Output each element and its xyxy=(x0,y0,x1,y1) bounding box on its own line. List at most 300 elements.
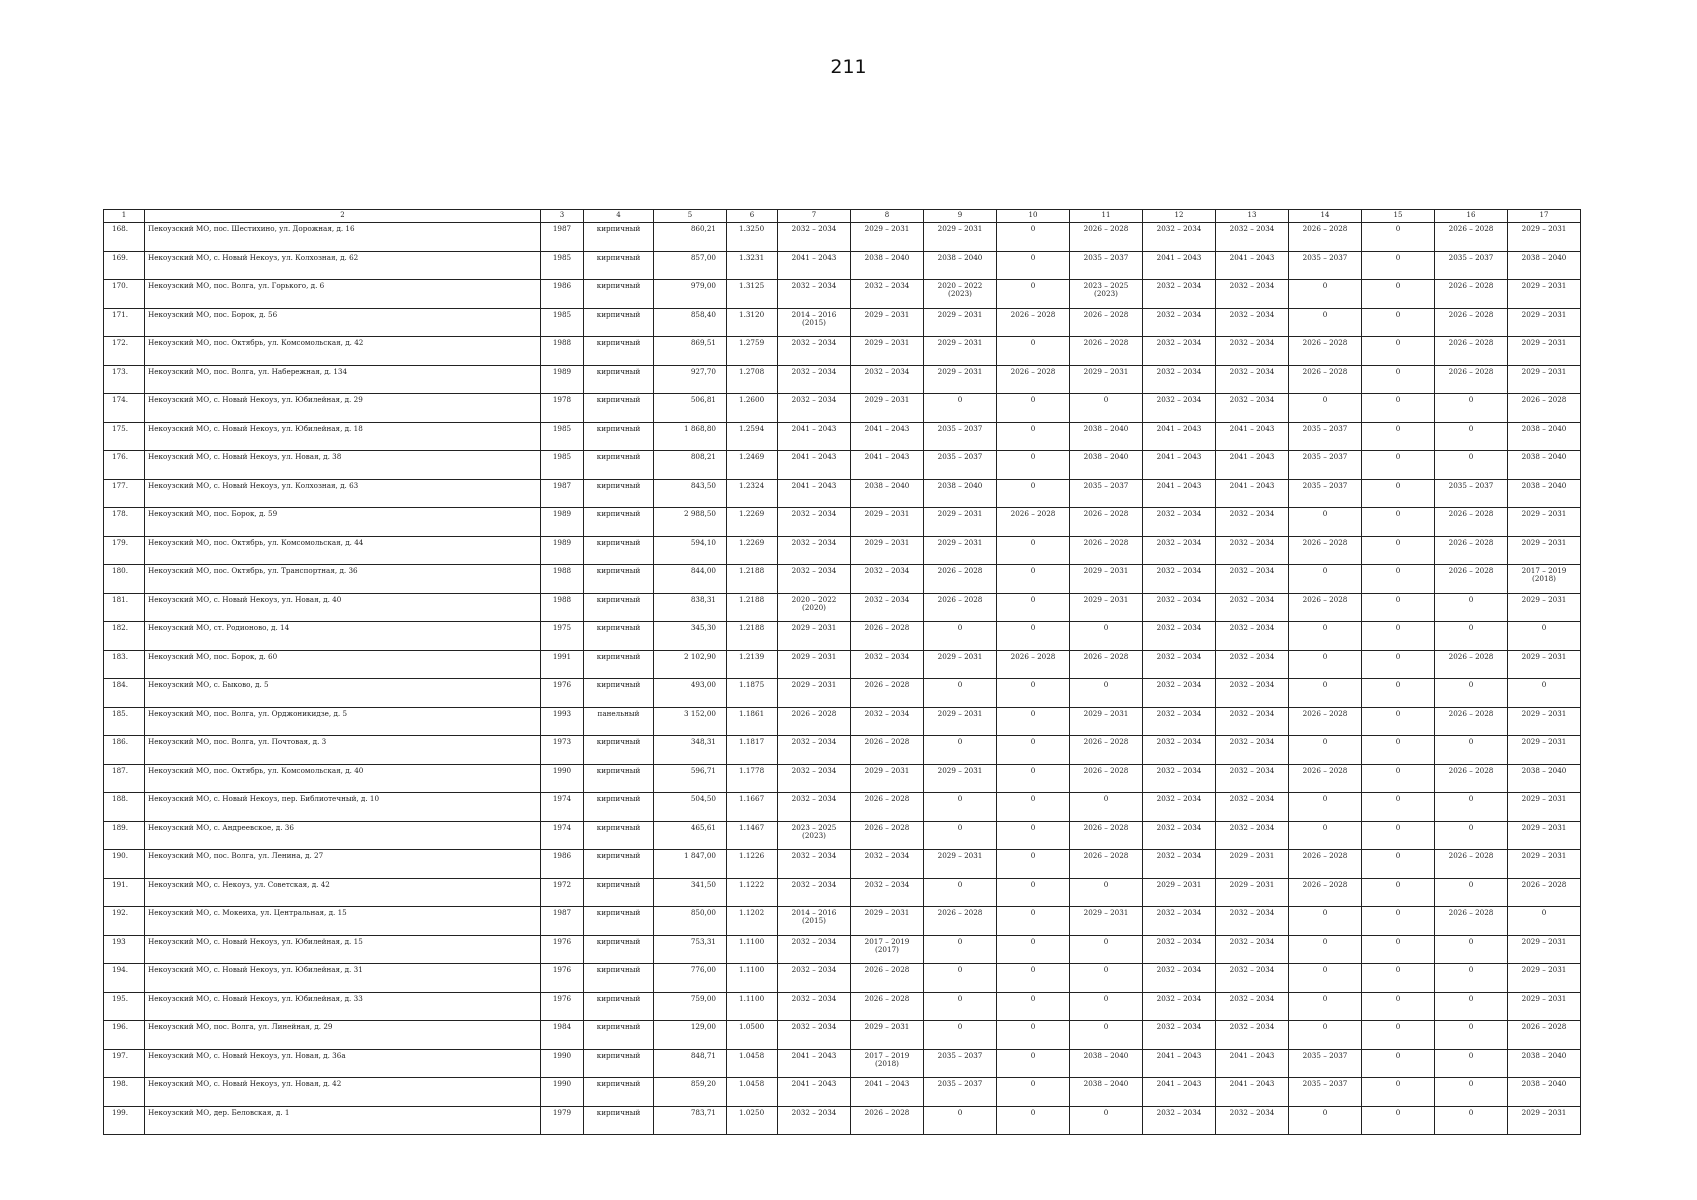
table-cell: кирпичный xyxy=(584,850,654,879)
table-cell: 2038 – 2040 xyxy=(851,479,924,508)
table-cell: 2026 – 2028 xyxy=(997,508,1070,537)
table-cell: 2032 – 2034 xyxy=(1216,1021,1289,1050)
table-cell: 2026 – 2028 xyxy=(851,736,924,765)
table-cell: 1990 xyxy=(541,764,584,793)
table-cell: 2032 – 2034 xyxy=(1216,736,1289,765)
table-cell: 2032 – 2034 xyxy=(1216,793,1289,822)
table-cell: 2026 – 2028 xyxy=(1289,878,1362,907)
table-cell: 1.2594 xyxy=(727,422,778,451)
table-cell: 0 xyxy=(997,992,1070,1021)
table-cell: 2038 – 2040 xyxy=(1508,422,1581,451)
table-row xyxy=(104,793,1581,822)
table-cell: 0 xyxy=(1362,793,1435,822)
table-cell: 1985 xyxy=(541,308,584,337)
table-cell: Некоузский МО, с. Новый Некоуз, ул. Новая, д. 36а xyxy=(145,1049,541,1078)
table-cell: 1 868,80 xyxy=(654,422,727,451)
table-cell: 2041 – 2043 xyxy=(1216,1049,1289,1078)
table-row xyxy=(104,964,1581,993)
table-cell: 0 xyxy=(924,1021,997,1050)
table-cell: 2026 – 2028 xyxy=(851,679,924,708)
table-cell: 1988 xyxy=(541,593,584,622)
table-cell: кирпичный xyxy=(584,422,654,451)
table-cell: 2026 – 2028 xyxy=(851,622,924,651)
table-cell: 2029 – 2031 xyxy=(1216,878,1289,907)
column-header: 13 xyxy=(1216,210,1289,223)
table-cell: 0 xyxy=(1070,878,1143,907)
table-cell: Пекоузский МО, пос. Шестихино, ул. Дорожная, д. 16 xyxy=(145,223,541,252)
column-header: 15 xyxy=(1362,210,1435,223)
table-cell: 2014 – 2016 (2015) xyxy=(778,907,851,936)
table-cell: 1.3125 xyxy=(727,280,778,309)
table-cell: 0 xyxy=(1435,793,1508,822)
table-cell: 2038 – 2040 xyxy=(1508,479,1581,508)
table-cell: 2032 – 2034 xyxy=(1216,964,1289,993)
table-cell: 0 xyxy=(924,878,997,907)
table-cell: 2032 – 2034 xyxy=(1216,907,1289,936)
table-cell: 3 152,00 xyxy=(654,707,727,736)
table-cell: 2029 – 2031 xyxy=(1508,280,1581,309)
table-cell: 0 xyxy=(997,479,1070,508)
table-cell: 0 xyxy=(1289,1106,1362,1135)
table-cell: 2032 – 2034 xyxy=(778,365,851,394)
table-cell: 1.2269 xyxy=(727,508,778,537)
table-cell: кирпичный xyxy=(584,223,654,252)
table-cell: 2032 – 2034 xyxy=(1143,821,1216,850)
column-header: 8 xyxy=(851,210,924,223)
table-cell: 2029 – 2031 xyxy=(1508,935,1581,964)
table-cell: 2029 – 2031 xyxy=(851,308,924,337)
table-cell: 1.2759 xyxy=(727,337,778,366)
table-cell: Некоузский МО, с. Новый Некоуз, ул. Колхозная, д. 62 xyxy=(145,251,541,280)
table-cell: 2032 – 2034 xyxy=(1216,1106,1289,1135)
table-cell: 2032 – 2034 xyxy=(1143,223,1216,252)
table-cell: 0 xyxy=(924,793,997,822)
table-cell: 0 xyxy=(1508,679,1581,708)
table-cell: 2032 – 2034 xyxy=(778,565,851,594)
table-cell: 345,30 xyxy=(654,622,727,651)
table-cell: 2035 – 2037 xyxy=(1289,1078,1362,1107)
table-cell: 0 xyxy=(1435,622,1508,651)
table-cell: 2038 – 2040 xyxy=(924,251,997,280)
table-cell: 2029 – 2031 xyxy=(1216,850,1289,879)
table-cell: 2035 – 2037 xyxy=(924,451,997,480)
table-cell: 2026 – 2028 xyxy=(1435,337,1508,366)
table-cell: 2032 – 2034 xyxy=(778,992,851,1021)
table-cell: Некоузский МО, с. Новый Некоуз, ул. Колхозная, д. 63 xyxy=(145,479,541,508)
table-cell: кирпичный xyxy=(584,565,654,594)
table-cell: 0 xyxy=(1362,536,1435,565)
register-table xyxy=(103,209,1581,1135)
table-row xyxy=(104,1078,1581,1107)
table-cell: 1.1226 xyxy=(727,850,778,879)
column-header: 17 xyxy=(1508,210,1581,223)
table-cell: 2032 – 2034 xyxy=(1143,1021,1216,1050)
table-cell: 2038 – 2040 xyxy=(1070,422,1143,451)
table-cell: 2029 – 2031 xyxy=(1508,850,1581,879)
table-cell: 1.1861 xyxy=(727,707,778,736)
table-cell: Некоузский МО, пос. Октябрь, ул. Комсомольская, д. 42 xyxy=(145,337,541,366)
table-cell: 177. xyxy=(104,479,145,508)
table-cell: 858,40 xyxy=(654,308,727,337)
table-cell: 2032 – 2034 xyxy=(1216,280,1289,309)
table-cell: Некоузский МО, с. Новый Некоуз, ул. Новая, д. 42 xyxy=(145,1078,541,1107)
table-cell: 2041 – 2043 xyxy=(778,1078,851,1107)
table-cell: 2038 – 2040 xyxy=(1070,451,1143,480)
table-cell: 2026 – 2028 xyxy=(1435,907,1508,936)
table-cell: 2026 – 2028 xyxy=(1435,707,1508,736)
table-cell: 0 xyxy=(997,736,1070,765)
table-cell: 0 xyxy=(1435,593,1508,622)
table-cell: 2032 – 2034 xyxy=(1143,907,1216,936)
table-cell: 2026 – 2028 xyxy=(851,992,924,1021)
table-cell: 1.2188 xyxy=(727,622,778,651)
column-header: 9 xyxy=(924,210,997,223)
table-cell: 1.2269 xyxy=(727,536,778,565)
table-cell: 1.0250 xyxy=(727,1106,778,1135)
table-cell: 1993 xyxy=(541,707,584,736)
table-cell: 1976 xyxy=(541,964,584,993)
table-cell: 838,31 xyxy=(654,593,727,622)
table-cell: 0 xyxy=(1435,935,1508,964)
table-cell: 0 xyxy=(997,793,1070,822)
table-cell: 2032 – 2034 xyxy=(851,593,924,622)
column-header: 16 xyxy=(1435,210,1508,223)
table-cell: 1.3120 xyxy=(727,308,778,337)
table-cell: 2035 – 2037 xyxy=(1289,451,1362,480)
table-cell: 1985 xyxy=(541,451,584,480)
table-cell: 2029 – 2031 xyxy=(1508,593,1581,622)
table-cell: 2032 – 2034 xyxy=(1216,622,1289,651)
table-cell: 2026 – 2028 xyxy=(1070,337,1143,366)
table-cell: 2032 – 2034 xyxy=(1143,365,1216,394)
column-header: 11 xyxy=(1070,210,1143,223)
table-cell: 0 xyxy=(997,251,1070,280)
table-row xyxy=(104,479,1581,508)
table-cell: кирпичный xyxy=(584,878,654,907)
table-cell: 2032 – 2034 xyxy=(1216,223,1289,252)
table-cell: 0 xyxy=(924,821,997,850)
table-cell: 0 xyxy=(997,935,1070,964)
table-cell: 0 xyxy=(997,964,1070,993)
table-cell: 2035 – 2037 xyxy=(1289,1049,1362,1078)
table-cell: Некоузский МО, пос. Октябрь, ул. Комсомольская, д. 44 xyxy=(145,536,541,565)
table-cell: 0 xyxy=(1070,935,1143,964)
table-cell: кирпичный xyxy=(584,935,654,964)
table-cell: 2 988,50 xyxy=(654,508,727,537)
table-cell: 844,00 xyxy=(654,565,727,594)
table-cell: 808,21 xyxy=(654,451,727,480)
table-cell: 2035 – 2037 xyxy=(924,1078,997,1107)
table-cell: 0 xyxy=(924,964,997,993)
table-cell: 185. xyxy=(104,707,145,736)
table-cell: 0 xyxy=(1289,565,1362,594)
table-cell: 2041 – 2043 xyxy=(1143,479,1216,508)
table-cell: 2026 – 2028 xyxy=(1435,280,1508,309)
table-cell: 0 xyxy=(1289,935,1362,964)
table-cell: панельный xyxy=(584,707,654,736)
table-cell: 0 xyxy=(1289,280,1362,309)
table-cell: 1.3250 xyxy=(727,223,778,252)
table-cell: Некоузский МО, с. Некоуз, ул. Советская, д. 42 xyxy=(145,878,541,907)
table-cell: 2029 – 2031 xyxy=(851,907,924,936)
table-cell: 2026 – 2028 xyxy=(924,907,997,936)
table-cell: 0 xyxy=(1289,964,1362,993)
table-cell: 504,50 xyxy=(654,793,727,822)
table-cell: 0 xyxy=(1435,878,1508,907)
table-cell: 2032 – 2034 xyxy=(778,935,851,964)
table-cell: 1979 xyxy=(541,1106,584,1135)
table-cell: 2029 – 2031 xyxy=(778,679,851,708)
table-cell: Некоузский МО, пос. Волга, ул. Ленина, д. 27 xyxy=(145,850,541,879)
table-cell: 0 xyxy=(1070,1021,1143,1050)
table-cell: Некоузский МО, пос. Октябрь, ул. Транспортная, д. 36 xyxy=(145,565,541,594)
table-cell: Некоузский МО, пос. Волга, ул. Линейная, д. 29 xyxy=(145,1021,541,1050)
table-cell: 0 xyxy=(1289,793,1362,822)
table-cell: 1.1100 xyxy=(727,964,778,993)
table-row xyxy=(104,251,1581,280)
table-cell: 2029 – 2031 xyxy=(1508,650,1581,679)
table-cell: 183. xyxy=(104,650,145,679)
table-cell: 2029 – 2031 xyxy=(1508,337,1581,366)
table-cell: кирпичный xyxy=(584,508,654,537)
table-row xyxy=(104,223,1581,252)
table-cell: 2029 – 2031 xyxy=(1508,821,1581,850)
table-cell: 2029 – 2031 xyxy=(924,650,997,679)
table-row xyxy=(104,622,1581,651)
table-cell: 2026 – 2028 xyxy=(1070,850,1143,879)
table-cell: 2035 – 2037 xyxy=(1289,479,1362,508)
table-cell: 2038 – 2040 xyxy=(1508,764,1581,793)
table-cell: 2029 – 2031 xyxy=(924,707,997,736)
table-cell: 341,50 xyxy=(654,878,727,907)
table-cell: 1.1202 xyxy=(727,907,778,936)
table-cell: 1.1778 xyxy=(727,764,778,793)
table-cell: 173. xyxy=(104,365,145,394)
table-cell: 0 xyxy=(1070,679,1143,708)
page-number: 211 xyxy=(830,56,867,78)
table-cell: 174. xyxy=(104,394,145,423)
table-cell: 2032 – 2034 xyxy=(851,707,924,736)
table-cell: 0 xyxy=(1362,679,1435,708)
table-cell: 171. xyxy=(104,308,145,337)
table-cell: 2041 – 2043 xyxy=(778,422,851,451)
table-cell: 2029 – 2031 xyxy=(1070,593,1143,622)
table-cell: 2032 – 2034 xyxy=(1143,992,1216,1021)
table-cell: 2032 – 2034 xyxy=(1143,536,1216,565)
table-cell: 2026 – 2028 xyxy=(778,707,851,736)
table-cell: 2029 – 2031 xyxy=(1070,365,1143,394)
table-cell: 783,71 xyxy=(654,1106,727,1135)
table-cell: Некоузский МО, с. Быково, д. 5 xyxy=(145,679,541,708)
table-cell: 594,10 xyxy=(654,536,727,565)
table-cell: 2026 – 2028 xyxy=(1070,736,1143,765)
table-cell: 2032 – 2034 xyxy=(1216,536,1289,565)
table-cell: 2032 – 2034 xyxy=(1143,850,1216,879)
table-cell: 1985 xyxy=(541,422,584,451)
table-cell: 2041 – 2043 xyxy=(778,251,851,280)
table-cell: 2026 – 2028 xyxy=(1435,764,1508,793)
table-cell: 2017 – 2019 (2017) xyxy=(851,935,924,964)
table-cell: 0 xyxy=(1435,1049,1508,1078)
table-cell: 2038 – 2040 xyxy=(1508,251,1581,280)
table-cell: 0 xyxy=(1362,764,1435,793)
table-cell: 2029 – 2031 xyxy=(1070,707,1143,736)
table-cell: 348,31 xyxy=(654,736,727,765)
table-cell: 0 xyxy=(1362,964,1435,993)
column-header: 7 xyxy=(778,210,851,223)
table-cell: 2029 – 2031 xyxy=(1508,365,1581,394)
table-cell: 2032 – 2034 xyxy=(1143,280,1216,309)
table-cell: 2032 – 2034 xyxy=(1143,622,1216,651)
table-cell: 0 xyxy=(1289,992,1362,1021)
table-cell: 2032 – 2034 xyxy=(778,508,851,537)
table-cell: 2029 – 2031 xyxy=(851,394,924,423)
table-cell: 1988 xyxy=(541,565,584,594)
table-cell: 2032 – 2034 xyxy=(1216,707,1289,736)
table-cell: 2029 – 2031 xyxy=(924,850,997,879)
table-cell: 2029 – 2031 xyxy=(1070,907,1143,936)
table-cell: 0 xyxy=(1289,394,1362,423)
table-row xyxy=(104,850,1581,879)
table-cell: 2041 – 2043 xyxy=(851,451,924,480)
table-cell: 1990 xyxy=(541,1078,584,1107)
table-cell: 2032 – 2034 xyxy=(1143,308,1216,337)
table-cell: 776,00 xyxy=(654,964,727,993)
table-cell: Некоузский МО, с. Новый Некоуз, ул. Юбилейная, д. 31 xyxy=(145,964,541,993)
table-cell: 927,70 xyxy=(654,365,727,394)
table-cell: 2026 – 2028 xyxy=(1289,536,1362,565)
column-header: 12 xyxy=(1143,210,1216,223)
table-cell: 2026 – 2028 xyxy=(1435,308,1508,337)
table-cell: 2029 – 2031 xyxy=(851,1021,924,1050)
table-cell: кирпичный xyxy=(584,1106,654,1135)
table-cell: 2026 – 2028 xyxy=(1435,223,1508,252)
table-cell: 2026 – 2028 xyxy=(997,365,1070,394)
table-cell: 0 xyxy=(1289,622,1362,651)
table-cell: 1987 xyxy=(541,907,584,936)
table-cell: 2041 – 2043 xyxy=(851,422,924,451)
table-cell: 2032 – 2034 xyxy=(1143,337,1216,366)
table-cell: 196. xyxy=(104,1021,145,1050)
table-cell: кирпичный xyxy=(584,1078,654,1107)
table-row xyxy=(104,536,1581,565)
table-cell: 0 xyxy=(997,1106,1070,1135)
table-cell: кирпичный xyxy=(584,1049,654,1078)
table-cell: кирпичный xyxy=(584,793,654,822)
table-cell: 0 xyxy=(1289,308,1362,337)
table-cell: 179. xyxy=(104,536,145,565)
table-cell: 180. xyxy=(104,565,145,594)
table-cell: кирпичный xyxy=(584,764,654,793)
table-cell: 0 xyxy=(924,935,997,964)
table-cell: 2041 – 2043 xyxy=(1216,479,1289,508)
table-cell: 2026 – 2028 xyxy=(1289,707,1362,736)
table-cell: 2032 – 2034 xyxy=(1216,992,1289,1021)
table-cell: 170. xyxy=(104,280,145,309)
table-cell: 2032 – 2034 xyxy=(1216,394,1289,423)
table-cell: 2026 – 2028 xyxy=(1508,1021,1581,1050)
table-row xyxy=(104,337,1581,366)
table-cell: кирпичный xyxy=(584,536,654,565)
table-cell: 176. xyxy=(104,451,145,480)
table-cell: 2029 – 2031 xyxy=(778,650,851,679)
table-cell: 2029 – 2031 xyxy=(1508,223,1581,252)
table-cell: 194. xyxy=(104,964,145,993)
table-cell: 2026 – 2028 xyxy=(1508,878,1581,907)
table-cell: 199. xyxy=(104,1106,145,1135)
table-cell: 129,00 xyxy=(654,1021,727,1050)
table-cell: 2038 – 2040 xyxy=(1508,1078,1581,1107)
table-cell: 0 xyxy=(1435,1021,1508,1050)
table-cell: 2026 – 2028 xyxy=(851,821,924,850)
table-cell: 2014 – 2016 (2015) xyxy=(778,308,851,337)
table-cell: 2032 – 2034 xyxy=(1216,764,1289,793)
table-cell: 0 xyxy=(1289,508,1362,537)
table-cell: 2035 – 2037 xyxy=(1289,422,1362,451)
table-cell: 2041 – 2043 xyxy=(1143,422,1216,451)
table-cell: 2032 – 2034 xyxy=(851,650,924,679)
table-cell: 2032 – 2034 xyxy=(1216,508,1289,537)
table-cell: 2032 – 2034 xyxy=(778,793,851,822)
table-cell: 2032 – 2034 xyxy=(778,964,851,993)
table-cell: 0 xyxy=(997,337,1070,366)
table-row xyxy=(104,365,1581,394)
table-cell: 2029 – 2031 xyxy=(1508,508,1581,537)
table-cell: 0 xyxy=(1362,622,1435,651)
table-cell: 0 xyxy=(997,679,1070,708)
table-cell: 2026 – 2028 xyxy=(1289,593,1362,622)
table-cell: 0 xyxy=(1508,622,1581,651)
table-cell: кирпичный xyxy=(584,394,654,423)
table-cell: 0 xyxy=(1435,394,1508,423)
table-cell: 2029 – 2031 xyxy=(924,365,997,394)
table-cell: 859,20 xyxy=(654,1078,727,1107)
table-cell: 189. xyxy=(104,821,145,850)
table-cell: 1974 xyxy=(541,821,584,850)
table-cell: 0 xyxy=(1362,508,1435,537)
table-cell: 2029 – 2031 xyxy=(1508,964,1581,993)
table-cell: 2026 – 2028 xyxy=(924,565,997,594)
table-cell: 2032 – 2034 xyxy=(1143,764,1216,793)
table-cell: 0 xyxy=(1435,679,1508,708)
table-cell: 1.0500 xyxy=(727,1021,778,1050)
table-cell: Некоузский МО, с. Новый Некоуз, ул. Новая, д. 40 xyxy=(145,593,541,622)
table-row xyxy=(104,992,1581,1021)
table-cell: 0 xyxy=(997,1049,1070,1078)
table-cell: Некоузский МО, пос. Волга, ул. Почтовая, д. 3 xyxy=(145,736,541,765)
table-cell: 0 xyxy=(1070,622,1143,651)
table-cell: 1976 xyxy=(541,679,584,708)
table-cell: 506,81 xyxy=(654,394,727,423)
table-cell: 2026 – 2028 xyxy=(1070,650,1143,679)
table-cell: 0 xyxy=(924,679,997,708)
table-cell: 2032 – 2034 xyxy=(1216,821,1289,850)
table-row xyxy=(104,679,1581,708)
table-cell: 2032 – 2034 xyxy=(778,764,851,793)
table-cell: 0 xyxy=(997,422,1070,451)
table-cell: 2026 – 2028 xyxy=(1435,536,1508,565)
table-cell: 2038 – 2040 xyxy=(924,479,997,508)
table-cell: 2029 – 2031 xyxy=(924,536,997,565)
table-cell: 2017 – 2019 (2018) xyxy=(851,1049,924,1078)
table-cell: 0 xyxy=(1362,451,1435,480)
table-cell: 2032 – 2034 xyxy=(1216,308,1289,337)
table-cell: 2032 – 2034 xyxy=(778,223,851,252)
table-row xyxy=(104,821,1581,850)
table-cell: 0 xyxy=(1362,992,1435,1021)
table-cell: 1984 xyxy=(541,1021,584,1050)
table-cell: 0 xyxy=(1070,992,1143,1021)
